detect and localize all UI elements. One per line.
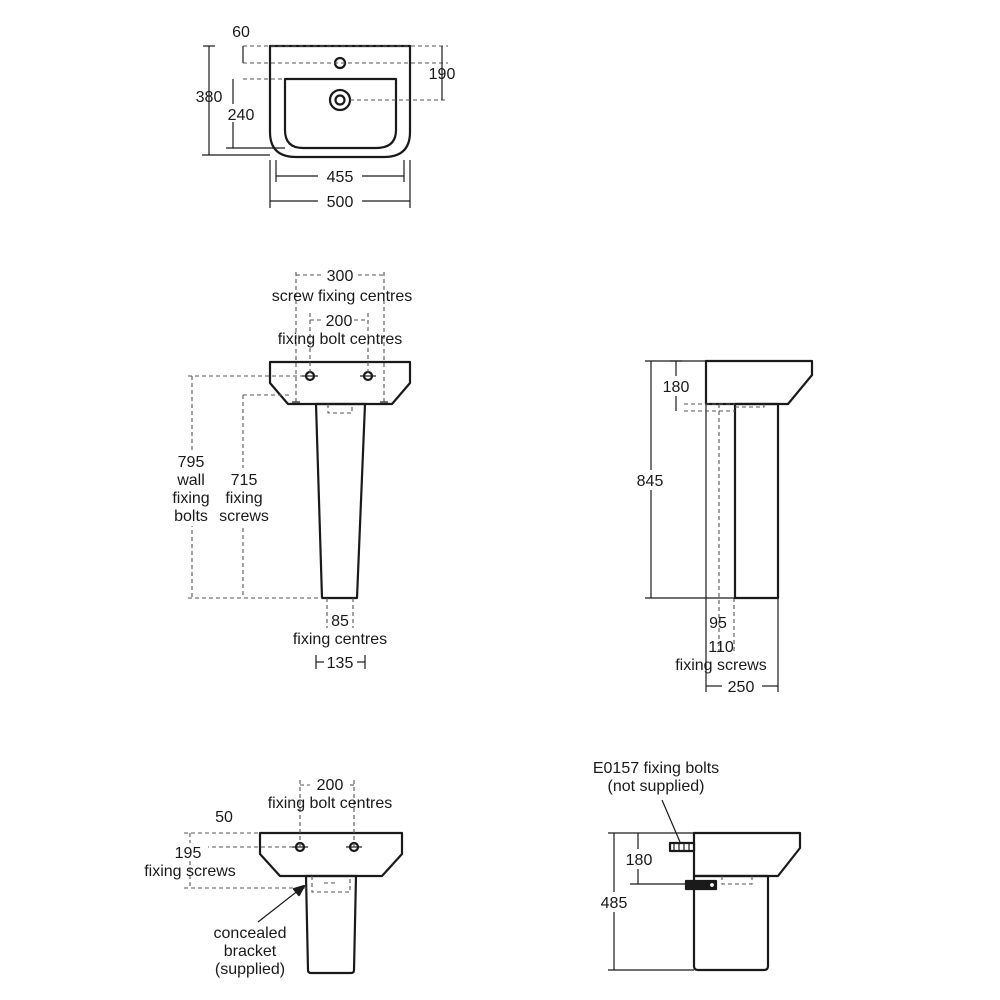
dim-110: 110: [708, 639, 734, 656]
basin-side: [706, 361, 812, 404]
side-semi-view: [593, 760, 800, 970]
pedestal-front: [316, 404, 365, 598]
dim-455: 455: [326, 169, 354, 186]
dim-240: 240: [227, 107, 255, 124]
basin-front: [270, 362, 410, 404]
bolt-leader: [662, 800, 680, 842]
semi-bolt-centres-label: fixing bolt centres: [267, 795, 393, 812]
basin-plan-outline: [270, 46, 410, 157]
bolt-left: [302, 372, 318, 380]
waste-inner: [336, 96, 345, 105]
wall-bolts-label-2: fixing: [172, 490, 210, 507]
waste-outer: [330, 90, 350, 110]
bolt-right: [360, 372, 376, 380]
screws-label-2: screws: [219, 508, 269, 525]
floor-centres-label: fixing centres: [292, 631, 388, 648]
bracket-label-2: bracket: [223, 943, 277, 960]
dim-60: 60: [232, 24, 250, 41]
wall-bolts-label-3: bolts: [174, 508, 208, 525]
dim-500: 500: [326, 194, 354, 211]
bolts-label-1: E0157 fixing bolts: [592, 760, 720, 777]
dim-195: 195: [174, 845, 202, 862]
pedestal-side: [735, 404, 778, 598]
screw-centres-label: screw fixing centres: [271, 288, 413, 305]
pedestal-inner-recess: [328, 404, 352, 413]
basin-front-semi: [260, 833, 402, 876]
semi-bolt-centres-value: 200: [316, 777, 344, 794]
bolts-label-2: (not supplied): [607, 778, 705, 795]
bracket-label-3: (supplied): [214, 961, 286, 978]
plan-view: [196, 24, 456, 211]
front-semi-view: [144, 777, 402, 978]
fixing-screws-label: fixing screws: [675, 657, 767, 674]
depth-250: 250: [727, 679, 755, 696]
front-pedestal-view: [168, 268, 412, 672]
wall-bolts-height: 795: [177, 454, 205, 471]
bolt-centres-label: fixing bolt centres: [277, 331, 403, 348]
bracket-label-1: concealed: [213, 925, 287, 942]
dim-380: 380: [195, 89, 223, 106]
dim-50: 50: [215, 809, 233, 826]
screw-centres-value: 300: [326, 268, 354, 285]
concealed-bracket: [312, 876, 350, 892]
side-basin-height: 180: [662, 379, 690, 396]
dim-95: 95: [709, 615, 727, 632]
screws-label-1: fixing: [225, 490, 263, 507]
basin-side-semi: [694, 833, 800, 876]
fixing-bolt-lower: [686, 881, 716, 889]
semi-pedestal-front: [306, 876, 356, 973]
screws-height: 715: [230, 472, 258, 489]
bolt-centres-value: 200: [325, 313, 353, 330]
side-total-height: 845: [636, 473, 664, 490]
floor-centres-value: 85: [331, 613, 349, 630]
pedestal-width: 135: [326, 655, 354, 672]
semi-basin-height: 180: [625, 852, 653, 869]
side-pedestal-view: [630, 361, 812, 696]
fixing-bolt-upper: [670, 843, 694, 851]
wall-bolts-label-1: wall: [177, 472, 205, 489]
semi-fixing-screws-label: fixing screws: [144, 863, 236, 880]
semi-total-height: 485: [600, 895, 628, 912]
dim-190: 190: [428, 66, 456, 83]
